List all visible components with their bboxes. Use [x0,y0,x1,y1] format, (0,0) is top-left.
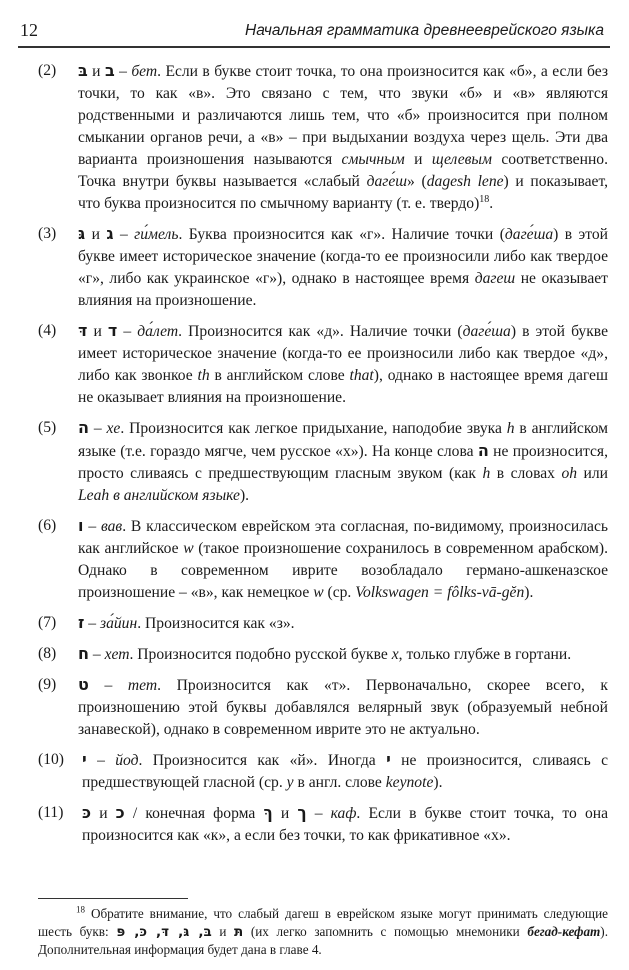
hebrew-letter: כּ [82,803,92,822]
entry-number: (10) [38,751,64,768]
mnemonic: бегад-кефат [527,924,601,939]
entry-number: (7) [38,614,57,631]
entry-number: (2) [38,62,57,79]
hebrew-letter: ג [106,224,114,243]
main-text [38,60,608,855]
entry-number: (11) [38,804,64,821]
entry-he: (5) ה – хе. Произносится как легкое придыхание, наподобие звука h в английском языке (т.е. гораздо мягче, чем русское «х»). На конце слова ה не произносится, просто сливаясь с предшествующим гласным звуком (как h в словах oh или Leah в английском языке). [38,418,609,504]
hebrew-letter: בּ, גּ, דּ, כּ, פּ [116,924,212,940]
letter-name: каф [330,805,357,822]
footnote-ref[interactable]: 18 [479,193,490,205]
hebrew-letter: כ [115,803,125,822]
hebrew-letter: ך [297,803,307,822]
entry-number: (5) [38,419,57,436]
hebrew-letter: ב [104,61,115,80]
letter-name: за́йин [100,615,138,632]
footnote-divider [38,898,188,899]
hebrew-letter: ו [78,516,84,535]
entry-bet: (2) בּ и ב – бет. Если в букве стоит точка, то она произносится как «б», а если без точки, то как «в». Это связано с тем, что звуки «б» и «в» являются родственными и различаются лишь тем, что «б» произносится при полном смыкании органов речи, а «в» – при выдыхании воздуха через щель. Эти два варианта произношения называются смычным и щелевым соответственно. Точка внутри буквы называется «слабый даге́ш» (dagesh lene) и показывает, что буква произносится по смычному варианту (т. е. твердо)$^{18}$. [38,61,608,212]
entry-dalet: (4) דּ и ד – да́лет. Произносится как «д». Наличие точки (даге́ша) в этой букве имеет историческое значение (когда-то ее произносили либо как твердое «д», либо как звонкое th в английском слове that), однако в настоящее время дагеш не оказывает влияния на произношение. [38,321,608,406]
entry-number: (8) [38,645,57,662]
letter-name: ги́мель [134,226,179,243]
page-header [18,20,610,48]
hebrew-letter: ה [477,441,489,460]
footnote-number: 18 [76,904,85,915]
entry-kaf: (11) כּ и כ / конечная форма ךּ и ך – каф. Если в букве стоит точка, то она произносится как «к», а если без точки, то как фрикативное «х». [38,803,609,844]
entry-number: (4) [38,322,57,339]
hebrew-letter: תּ [234,924,244,940]
letter-name: тет [127,677,158,694]
hebrew-letter: ח [78,644,89,663]
letter-name: да́лет [137,323,179,340]
hebrew-letter: י [386,750,391,769]
entry-zayin: (7) ז – за́йин. Произносится как «з». [38,613,295,632]
letter-name: вав [100,518,123,535]
entry-number: (3) [38,225,57,242]
letter-name: хет [104,646,130,663]
footnote: $^{18}$ Обратите внимание, что слабый дагеш в еврейском языке могут принимать следующие шесть букв: בּ, גּ, דּ, כּ, פּ и תּ (их легко запомнить с помощью мнемоники бегад-кефат). Дополнительная информация будет дана в главе 4. [38,904,608,957]
hebrew-letter: בּ [78,61,88,80]
entry-number: (6) [38,517,57,534]
hebrew-letter: ט [78,675,89,694]
hebrew-letter: גּ [78,224,86,243]
hebrew-letter: דּ [78,321,88,340]
hebrew-letter: ה [78,418,89,437]
entry-gimel: (3) גּ и ג – ги́мель. Буква произносится как «г». Наличие точки (даге́ша) в этой букве имеет историческое значение (когда-то ее произносили либо как твердое «г», либо как украинское «г»), однако в настоящее время дагеш не оказывает влияния на произношение. [38,224,609,309]
hebrew-letter: ךּ [263,803,273,822]
page-number: 12 [20,20,38,40]
running-title: Начальная грамматика древнееврейского языка [245,22,604,39]
entry-vav: (6) ו – вав. В классическом еврейском эта согласная, по-видимому, произносилась как английское w (такое произношение сохранилось в современном арабском). Однако в современном иврите возобладало германо-ашкеназское произношение – «в», как немецкое w (ср. Volkswagen = fôlks-vā-gĕn). [38,516,608,601]
hebrew-letter: י [82,750,87,769]
entry-het: (8) ח – хет. Произносится подобно русской букве х, только глубже в гортани. [38,644,572,663]
entry-yod: (10) י – йод. Произносится как «й». Иногда י не произносится, сливаясь с предшествующей гласной (ср. y в англ. слове keynote). [38,750,608,791]
letter-name: хе [106,420,121,437]
hebrew-letter: ד [107,321,118,340]
entry-number: (9) [38,676,57,693]
letter-name: бет [131,63,158,80]
hebrew-letter: ז [78,613,85,632]
letter-name: йод [115,752,139,769]
entry-tet: (9) ט – тет. Произносится как «т». Первоначально, скорее всего, к произношению этой буквы добавлялся велярный звук (образуемый небной занавеской), однако в современном иврите это не актуально. [38,675,608,738]
